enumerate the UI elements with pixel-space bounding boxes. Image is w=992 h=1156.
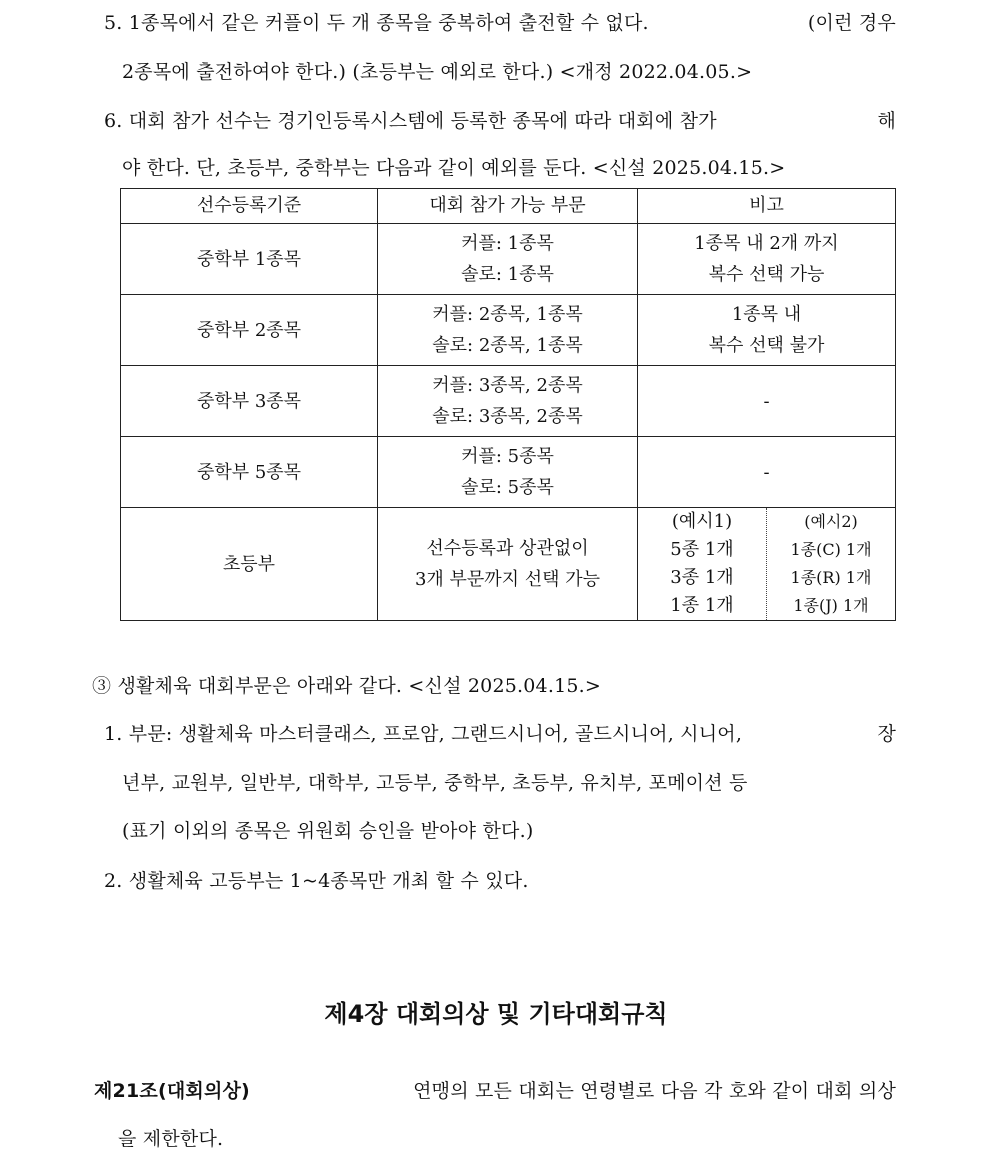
allowed-solo: 솔로: 3종목, 2종목 xyxy=(432,406,583,427)
clause-3-item-1-text-a: 1. 부문: 생활체육 마스터클래스, 프로암, 그랜드시니어, 골드시니어, 시니어, xyxy=(104,723,743,745)
example-2 xyxy=(766,508,895,620)
clause-3-item-2: 2. 생활체육 고등부는 1~4종목만 개최 할 수 있다. xyxy=(104,870,529,892)
allowed-couple: 커플: 2종목, 1종목 xyxy=(432,304,583,325)
article-21-line-1 xyxy=(94,1076,896,1103)
registration-table xyxy=(120,188,896,621)
table-header-row xyxy=(121,189,896,224)
row-criterion: 중학부 5종목 xyxy=(121,437,378,508)
rule-5-text-a: 5. 1종목에서 같은 커플이 두 개 종목을 중복하여 출전할 수 없다. xyxy=(104,12,649,34)
row-allowed xyxy=(378,295,638,366)
example-1-title: (예시1) xyxy=(671,511,733,532)
clause-3-item-1-line-1 xyxy=(104,719,896,746)
article-21-body-1: 연맹의 모든 대회는 연령별로 다음 각 호와 같이 대회 의상 xyxy=(413,1080,896,1102)
header-criterion: 선수등록기준 xyxy=(121,189,378,224)
example-1-line: 3종 1개 xyxy=(670,567,734,588)
example-2-line: 1종(C) 1개 xyxy=(790,540,872,559)
table-row xyxy=(121,295,896,366)
example-2-line: 1종(R) 1개 xyxy=(790,568,872,587)
chapter-title: 제4장 대회의상 및 기타대회규칙 xyxy=(324,1000,668,1028)
allowed-couple: 커플: 5종목 xyxy=(461,446,554,467)
rule-5-line-2: 2종목에 출전하여야 한다.) (초등부는 예외로 한다.) <개정 2022.04.05.> xyxy=(122,61,753,83)
allowed-line: 선수등록과 상관없이 xyxy=(426,538,589,559)
header-allowed: 대회 참가 가능 부문 xyxy=(378,189,638,224)
header-note: 비고 xyxy=(638,189,896,224)
row-allowed xyxy=(378,508,638,621)
row-note: - xyxy=(638,437,896,508)
article-21-title: 제21조(대회의상) xyxy=(94,1080,250,1102)
rule-6-line-2: 야 한다. 단, 초등부, 중학부는 다음과 같이 예외를 둔다. <신설 2025.04.15.> xyxy=(122,157,786,179)
row-note: - xyxy=(638,366,896,437)
rule-5-text-b: (이런 경우 xyxy=(807,12,896,34)
rule-6-text-b: 해 xyxy=(877,110,896,132)
allowed-line: 3개 부문까지 선택 가능 xyxy=(414,569,601,590)
row-criterion: 중학부 2종목 xyxy=(121,295,378,366)
allowed-couple: 커플: 3종목, 2종목 xyxy=(432,375,583,396)
row-note xyxy=(638,224,896,295)
allowed-solo: 솔로: 5종목 xyxy=(461,477,554,498)
example-1-line: 5종 1개 xyxy=(670,539,734,560)
examples-wrap xyxy=(638,508,895,620)
note-line: 1종목 내 2개 까지 xyxy=(694,233,839,254)
clause-3-item-1-text-b: 장 xyxy=(877,723,896,745)
row-note-examples xyxy=(638,508,896,621)
row-allowed xyxy=(378,224,638,295)
article-21-line-2: 을 제한한다. xyxy=(118,1128,224,1150)
example-1 xyxy=(638,508,766,620)
clause-3-item-1-line-2: 년부, 교원부, 일반부, 대학부, 고등부, 중학부, 초등부, 유치부, 포메이션 등 xyxy=(122,772,748,794)
rule-6-line-1 xyxy=(104,106,896,133)
example-2-line: 1종(J) 1개 xyxy=(793,596,869,615)
table-row xyxy=(121,437,896,508)
example-1-line: 1종 1개 xyxy=(670,595,734,616)
table-row xyxy=(121,366,896,437)
note-line: 1종목 내 xyxy=(731,304,802,325)
table-row xyxy=(121,224,896,295)
allowed-solo: 솔로: 1종목 xyxy=(461,264,554,285)
row-criterion: 중학부 3종목 xyxy=(121,366,378,437)
row-allowed xyxy=(378,366,638,437)
allowed-solo: 솔로: 2종목, 1종목 xyxy=(432,335,583,356)
example-2-title: (예시2) xyxy=(804,512,858,531)
rule-5-line-1 xyxy=(104,8,896,35)
row-note xyxy=(638,295,896,366)
table-row-elementary xyxy=(121,508,896,621)
row-criterion: 중학부 1종목 xyxy=(121,224,378,295)
rule-6-text-a: 6. 대회 참가 선수는 경기인등록시스템에 등록한 종목에 따라 대회에 참가 xyxy=(104,110,717,132)
clause-3-title: ③ 생활체육 대회부문은 아래와 같다. <신설 2025.04.15.> xyxy=(92,675,602,697)
row-allowed xyxy=(378,437,638,508)
allowed-couple: 커플: 1종목 xyxy=(461,233,554,254)
row-criterion: 초등부 xyxy=(121,508,378,621)
note-line: 복수 선택 가능 xyxy=(708,264,825,285)
note-line: 복수 선택 불가 xyxy=(708,335,825,356)
clause-3-item-1-line-3: (표기 이외의 종목은 위원회 승인을 받아야 한다.) xyxy=(122,820,534,842)
